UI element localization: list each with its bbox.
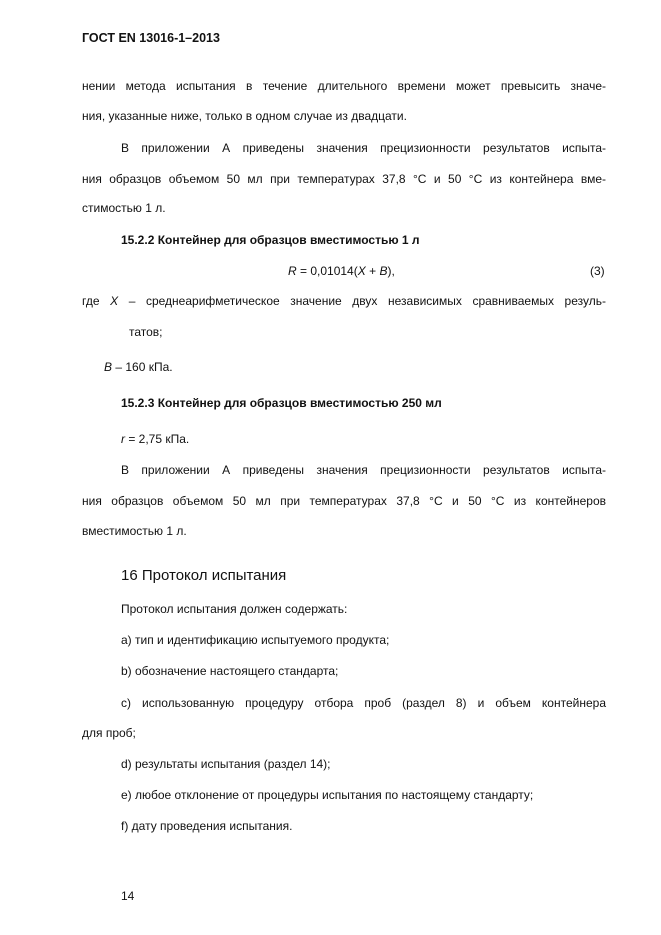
page-number: 14 <box>121 889 135 903</box>
list-intro: Протокол испытания должен содержать: <box>121 602 348 616</box>
list-item-a: a) тип и идентификацию испытуемого продукта; <box>121 633 390 647</box>
definition-continuation: татов; <box>129 325 163 339</box>
standard-header: ГОСТ EN 13016-1–2013 <box>82 31 220 45</box>
definition-line <box>82 294 606 308</box>
definition-text: = 2,75 кПа. <box>125 432 190 446</box>
list-item-c: c) использованную процедуру отбора проб (раздел 8) и объем контейнера <box>121 696 606 710</box>
paragraph-line: В приложении А приведены значения прецизионности результатов испыта- <box>121 141 606 155</box>
section-heading-16: 16 Протокол испытания <box>121 567 287 584</box>
symbol-b: B <box>104 360 113 374</box>
list-item-c-continuation: для проб; <box>82 726 136 740</box>
list-item-e: e) любое отклонение от процедуры испытания по настоящему стандарту; <box>121 788 534 802</box>
formula <box>288 264 395 278</box>
where-symbol-x: X <box>110 294 119 308</box>
formula-part: ), <box>387 264 395 278</box>
symbol-r: r <box>121 432 125 446</box>
paragraph-line: ния, указанные ниже, только в одном случае из двадцати. <box>82 109 407 123</box>
list-item-d: d) результаты испытания (раздел 14); <box>121 757 331 771</box>
where-prefix: где <box>82 294 111 308</box>
list-item-b: b) обозначение настоящего стандарта; <box>121 664 339 678</box>
paragraph-line: нении метода испытания в течение длительного времени может превысить значе- <box>82 79 606 93</box>
definition-text: – 160 кПа. <box>112 360 173 374</box>
definition-line <box>104 360 173 374</box>
formula-part: + <box>365 264 380 278</box>
formula-part: = 0,01014( <box>296 264 358 278</box>
paragraph-line: стимостью 1 л. <box>82 201 166 215</box>
paragraph-line: вместимостью 1 л. <box>82 524 187 538</box>
paragraph-line: ния образцов объемом 50 мл при температурах 37,8 °С и 50 °С из контейнера вме- <box>82 172 606 186</box>
where-text: – среднеарифметическое значение двух независимых сравниваемых резуль- <box>118 294 606 308</box>
definition-line <box>121 432 189 446</box>
paragraph-line: В приложении А приведены значения прецизионности результатов испыта- <box>121 463 606 477</box>
section-heading-15-2-2: 15.2.2 Контейнер для образцов вместимостью 1 л <box>121 233 420 247</box>
list-item-f: f) дату проведения испытания. <box>121 819 293 833</box>
formula-symbol-r: R <box>288 264 297 278</box>
formula-symbol-b: B <box>379 264 388 278</box>
formula-number: (3) <box>590 264 605 278</box>
paragraph-line: ния образцов объемом 50 мл при температурах 37,8 °С и 50 °С из контейнеров <box>82 494 606 508</box>
section-heading-15-2-3: 15.2.3 Контейнер для образцов вместимостью 250 мл <box>121 396 442 410</box>
formula-symbol-x: X <box>357 264 366 278</box>
